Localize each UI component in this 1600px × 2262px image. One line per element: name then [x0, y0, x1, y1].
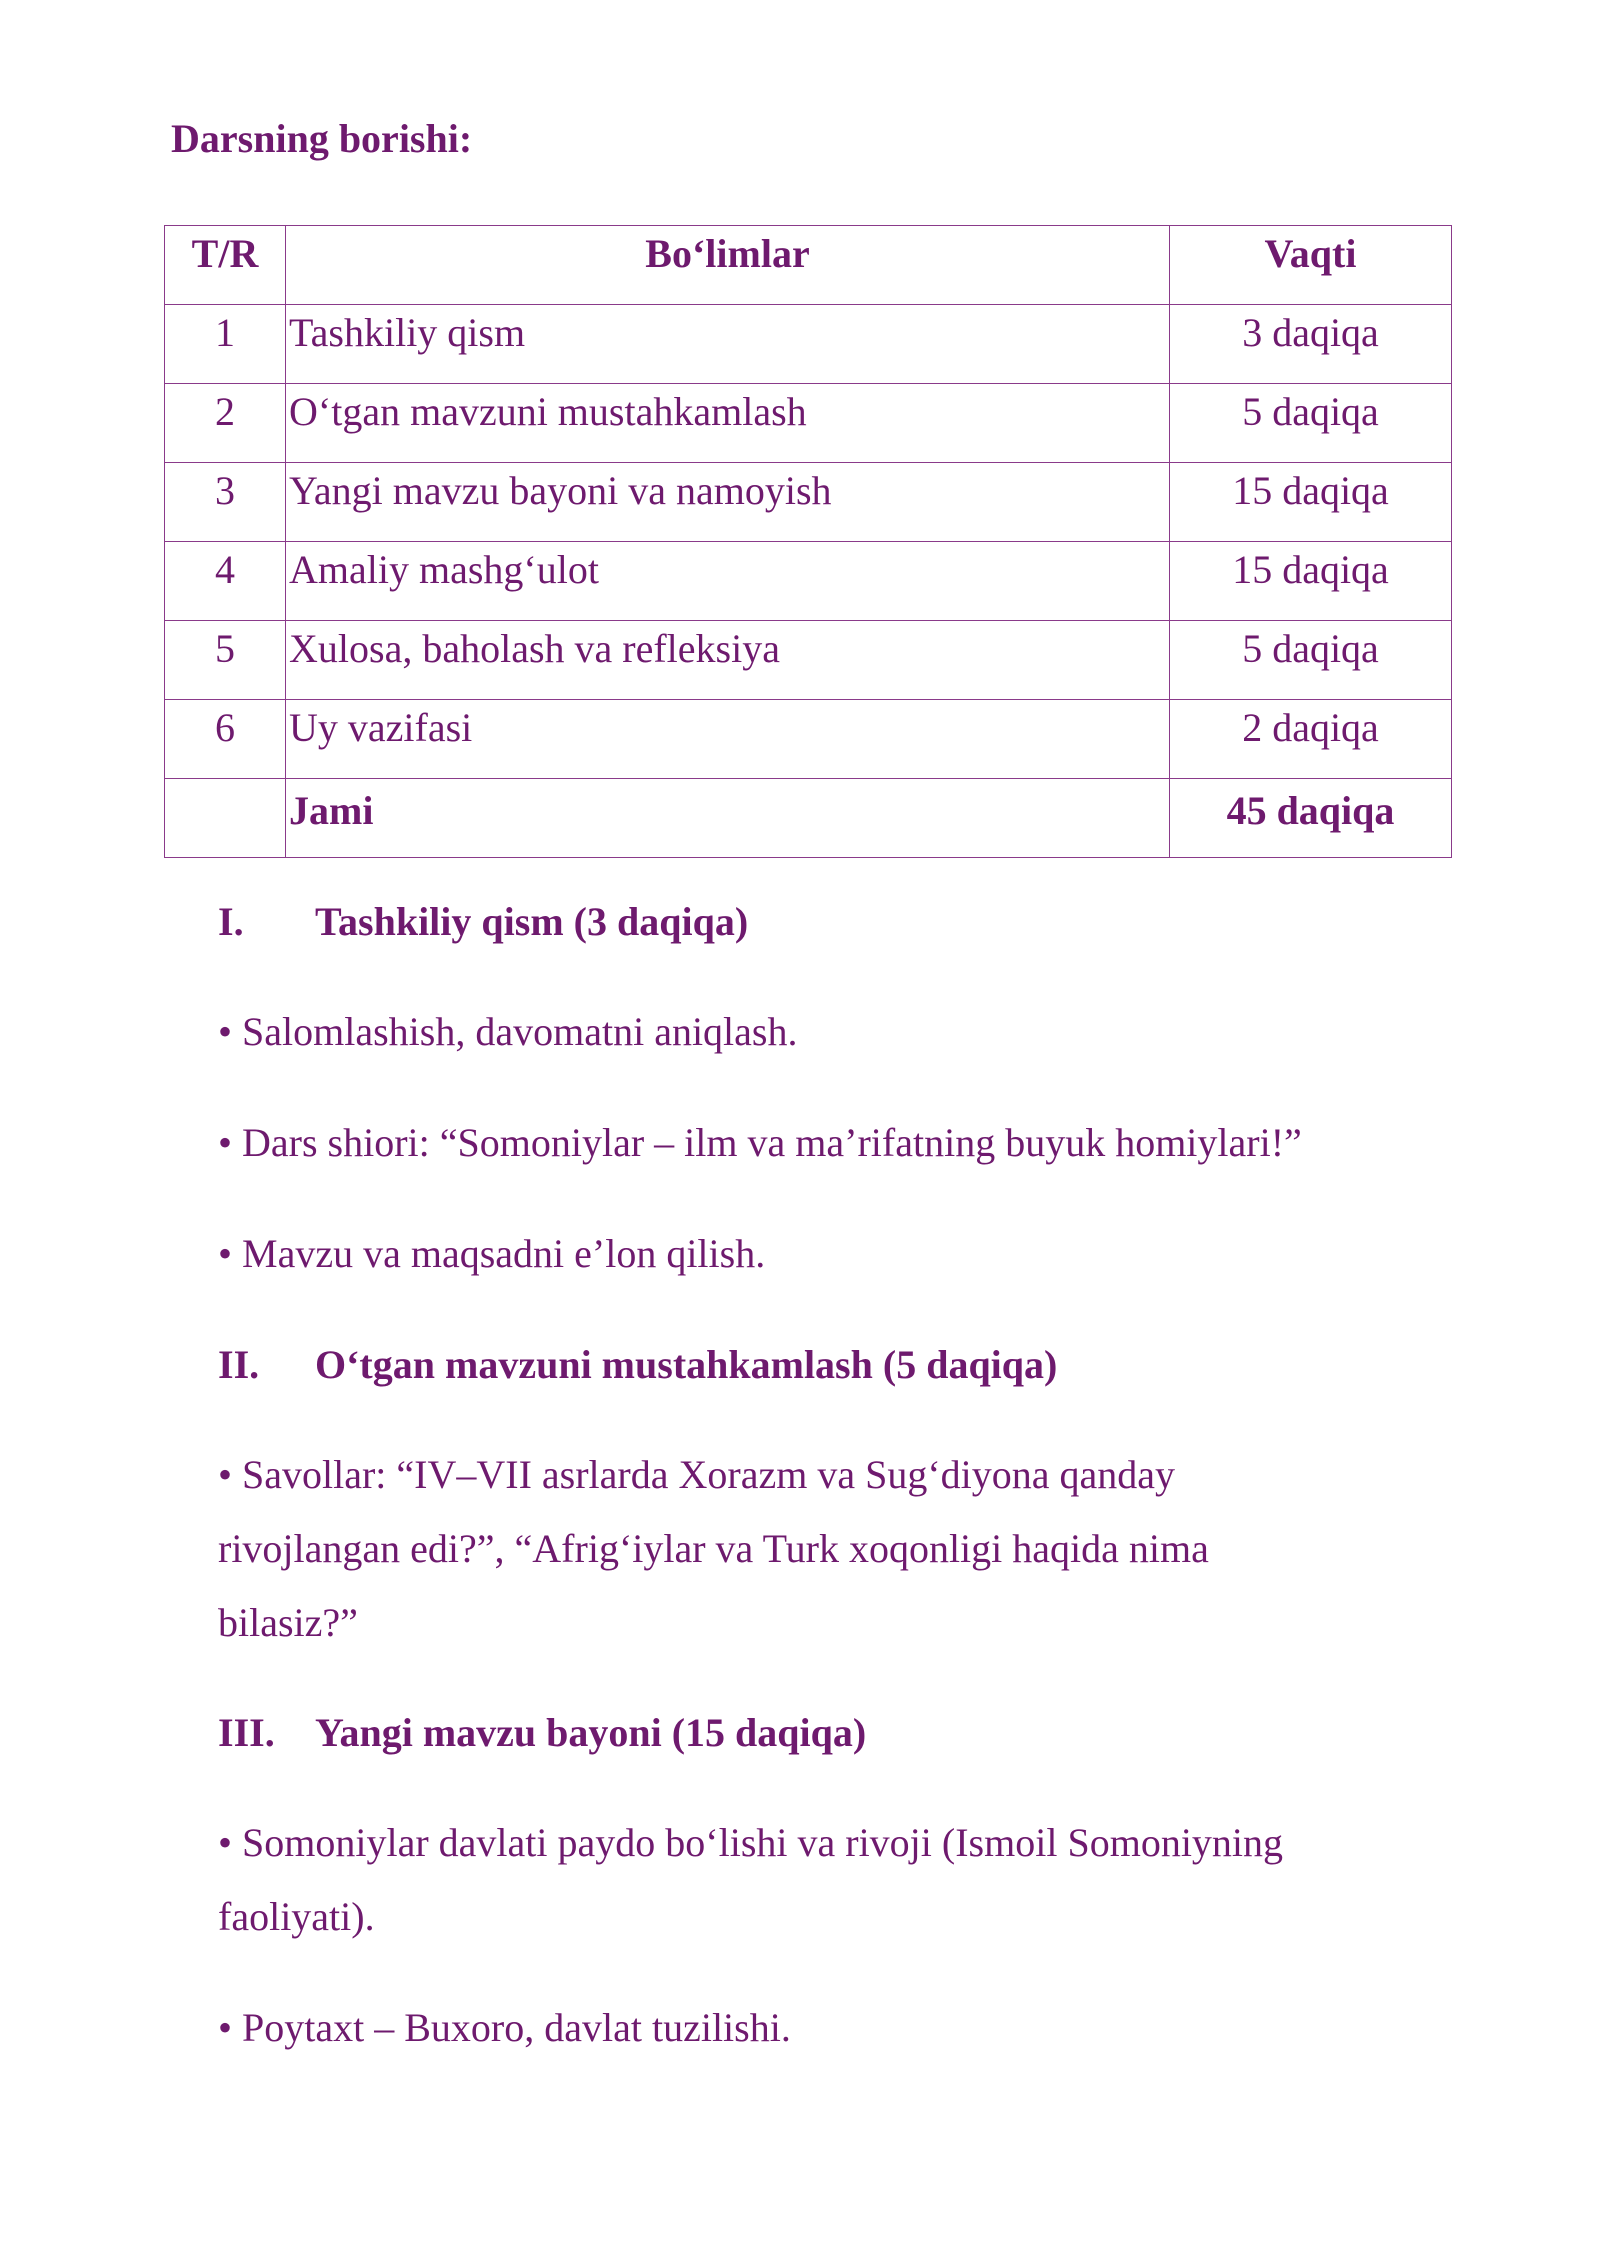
row-section: Yangi mavzu bayoni va namoyish [286, 463, 1170, 542]
row-number: 4 [165, 542, 286, 621]
total-number [165, 779, 286, 858]
bullet-item: • Salomlashish, davomatni aniqlash. [218, 1009, 798, 1054]
bullet-item: • Poytaxt – Buxoro, davlat tuzilishi. [218, 2005, 791, 2050]
section-numeral: II. [218, 1342, 260, 1387]
header-sections: Bo‘limlar [286, 226, 1170, 305]
table-row [165, 463, 1452, 542]
table-row [165, 305, 1452, 384]
bullet-item: • Dars shiori: “Somoniylar – ilm va ma’rifatning buyuk homiylari!” [218, 1120, 1302, 1165]
row-section: O‘tgan mavzuni mustahkamlash [286, 384, 1170, 463]
section-title: Yangi mavzu bayoni (15 daqiqa) [315, 1710, 867, 1755]
table-row [165, 384, 1452, 463]
row-number: 2 [165, 384, 286, 463]
section-numeral: III. [218, 1710, 275, 1755]
bullet-item: • Mavzu va maqsadni e’lon qilish. [218, 1231, 766, 1276]
row-section: Amaliy mashg‘ulot [286, 542, 1170, 621]
table-header-row [165, 226, 1452, 305]
row-time: 5 daqiqa [1170, 621, 1452, 700]
bullet-item: • Somoniylar davlati paydo bo‘lishi va rivoji (Ismoil Somoniyning faoliyati). [218, 1820, 1284, 1939]
row-time: 2 daqiqa [1170, 700, 1452, 779]
row-time: 3 daqiqa [1170, 305, 1452, 384]
section-heading-2 [218, 1338, 1057, 1392]
section-numeral: I. [218, 899, 244, 944]
lesson-plan-table [164, 225, 1452, 858]
row-time: 15 daqiqa [1170, 463, 1452, 542]
section-heading-3 [218, 1706, 866, 1760]
table-row [165, 542, 1452, 621]
row-number: 6 [165, 700, 286, 779]
table-row [165, 621, 1452, 700]
row-section: Tashkiliy qism [286, 305, 1170, 384]
row-number: 1 [165, 305, 286, 384]
total-time: 45 daqiqa [1170, 779, 1452, 858]
bullet-item: • Savollar: “IV–VII asrlarda Xorazm va Sug‘diyona qanday rivojlangan edi?”, “Afrig‘iylar va Turk xoqonligi haqida nima bilasiz?” [218, 1452, 1209, 1645]
row-section: Uy vazifasi [286, 700, 1170, 779]
table-row [165, 700, 1452, 779]
table-total-row [165, 779, 1452, 858]
header-time: Vaqti [1170, 226, 1452, 305]
page-title: Darsning borishi: [171, 116, 473, 161]
total-label: Jami [286, 779, 1170, 858]
row-section: Xulosa, baholash va refleksiya [286, 621, 1170, 700]
section-title: Tashkiliy qism (3 daqiqa) [315, 899, 749, 944]
header-number: T/R [165, 226, 286, 305]
row-time: 15 daqiqa [1170, 542, 1452, 621]
row-number: 5 [165, 621, 286, 700]
row-time: 5 daqiqa [1170, 384, 1452, 463]
section-title: O‘tgan mavzuni mustahkamlash (5 daqiqa) [315, 1342, 1058, 1387]
section-heading-1 [218, 895, 748, 949]
row-number: 3 [165, 463, 286, 542]
